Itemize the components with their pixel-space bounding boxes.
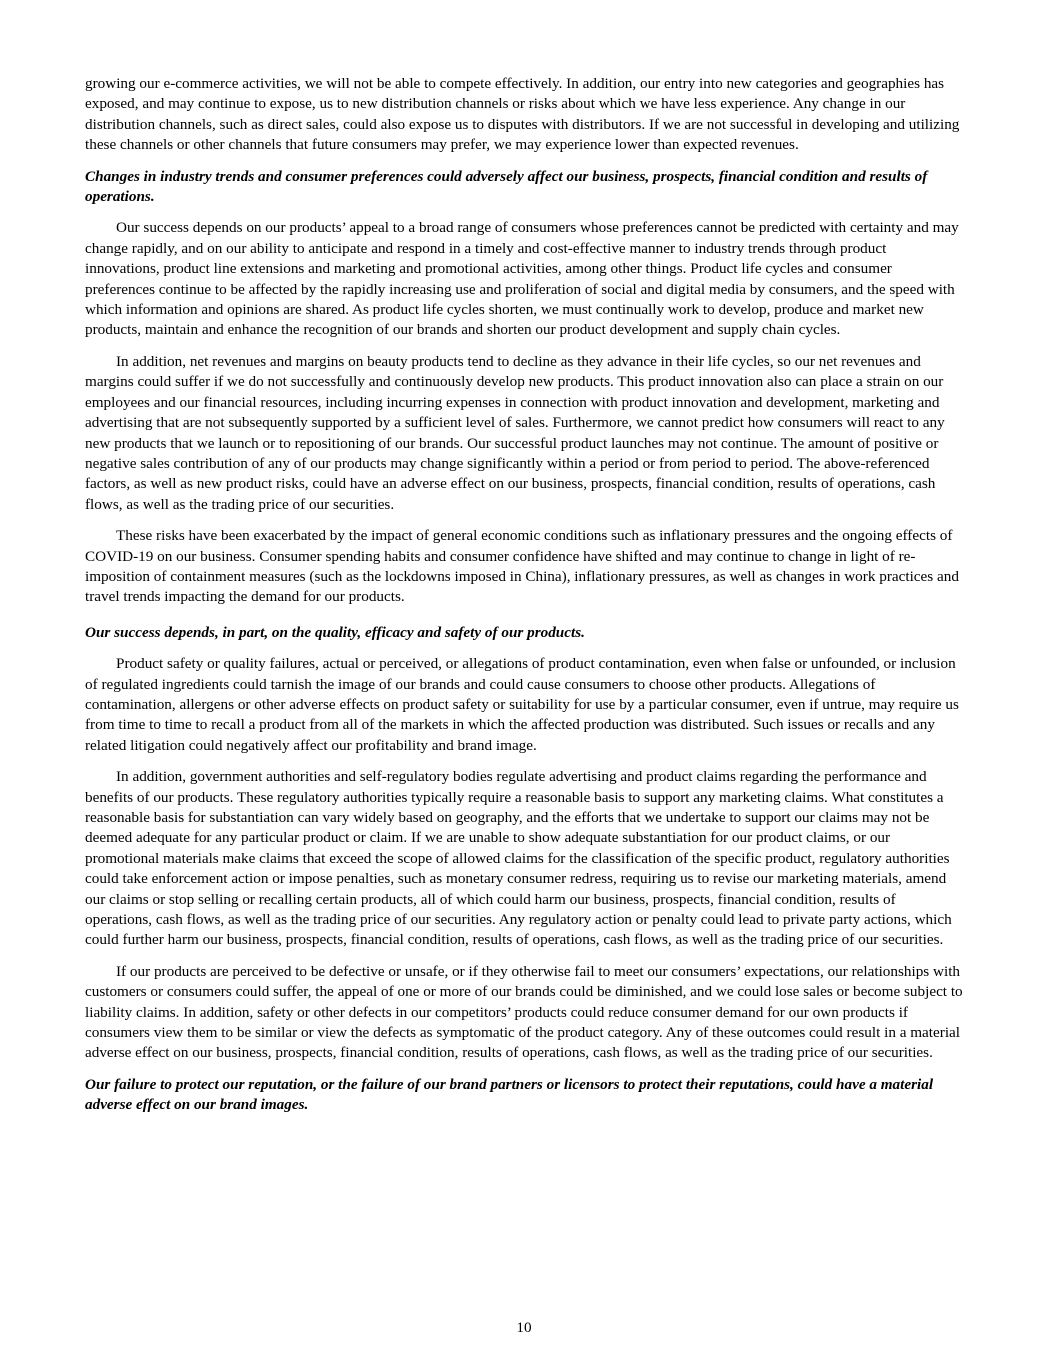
paragraph: If our products are perceived to be defective or unsafe, or if they otherwise fail to meet our consumers’ expectations, our relationships with customers or consumers could suffer, the appeal of one or more of our brands could be diminished, and we could lose sales or become subject to liability claims. In addition, safety or other defects in our competitors’ products could reduce consumer demand for our own products if consumers view them to be similar or view the defects as symptomatic of the product category. Any of these outcomes could result in a material adverse effect on our business, prospects, financial condition, results of operations, cash flows, as well as the trading price of our securities.: [85, 962, 963, 1062]
paragraph: In addition, net revenues and margins on beauty products tend to decline as they advance in their life cycles, so our net revenues and margins could suffer if we do not successfully and continuously develop new products. This product innovation also can place a strain on our employees and our financial resources, including incurring expenses in connection with product innovation and development, marketing and advertising that are not subsequently supported by a sufficient level of sales. Furthermore, we cannot predict how consumers will react to any new products that we launch or to repositioning of our brands. Our successful product launches may not continue. The amount of positive or negative sales contribution of any of our products may change significantly within a period or from period to period. The above-referenced factors, as well as new product risks, could have an adverse effect on our business, prospects, financial condition, results of operations, cash flows, as well as the trading price of our securities.: [85, 352, 945, 513]
section-heading-industry-trends: Changes in industry trends and consumer preferences could adversely affect our business, prospects, financial condition and results of operations.: [85, 167, 928, 206]
section-heading-product-quality: Our success depends, in part, on the quality, efficacy and safety of our products.: [85, 623, 585, 641]
paragraph-continued: growing our e-commerce activities, we will not be able to compete effectively. In addition, our entry into new categories and geographies has exposed, and may continue to expose, us to new distribution channels or risks about which we have less experience. Any change in our distribution channels, such as direct sales, could also expose us to disputes with distributors. If we are not successful in developing and utilizing these channels or other channels that future consumers may prefer, we may experience lower than expected revenues.: [85, 75, 960, 154]
paragraph: In addition, government authorities and self-regulatory bodies regulate advertising and product claims regarding the performance and benefits of our products. These regulatory authorities typically require a reasonable basis to support any marketing claims. What constitutes a reasonable basis for substantiation can vary widely based on geography, and the efforts that we undertake to support our claims may not be deemed adequate for any particular product or claim. If we are unable to show adequate substantiation for our product claims, or our promotional materials make claims that exceed the scope of allowed claims for the classification of the specific product, regulatory authorities could take enforcement action or impose penalties, such as monetary consumer redress, requiring us to revise our marketing materials, amend our claims or stop selling or recalling certain products, all of which could harm our business, prospects, financial condition, results of operations, cash flows, as well as the trading price of our securities. Any regulatory action or penalty could lead to private party actions, which could further harm our business, prospects, financial condition, results of operations, cash flows, as well as the trading price of our securities.: [85, 768, 952, 949]
paragraph: Our success depends on our products’ appeal to a broad range of consumers whose preferences cannot be predicted with certainty and may change rapidly, and on our ability to anticipate and respond in a timely and cost-effective manner to industry trends through product innovations, product line extensions and marketing and promotional activities, among other things. Product life cycles and consumer preferences continue to be affected by the rapidly increasing use and proliferation of social and digital media by consumers, and the speed with which information and opinions are shared. As product life cycles shorten, we must continually work to develop, produce and market new products, maintain and enhance the recognition of our brands and shorten our product development and supply chain cycles.: [85, 219, 959, 339]
paragraph: Product safety or quality failures, actual or perceived, or allegations of product contamination, even when false or unfounded, or inclusion of regulated ingredients could tarnish the image of our brands and could cause consumers to choose other products. Allegations of contamination, allergens or other adverse effects on product safety or suitability for use by a particular consumer, even if untrue, may require us from time to time to recall a product from all of the markets in which the affected production was distributed. Such issues or recalls and any related litigation could negatively affect our profitability and brand image.: [85, 655, 959, 754]
page-number: 10: [516, 1319, 532, 1336]
section-heading-reputation: Our failure to protect our reputation, or the failure of our brand partners or licensors to protect their reputations, could have a material adverse effect on our brand images.: [85, 1075, 934, 1114]
paragraph: These risks have been exacerbated by the impact of general economic conditions such as inflationary pressures and the ongoing effects of COVID-19 on our business. Consumer spending habits and consumer confidence have shifted and may continue to change in light of re-imposition of containment measures (such as the lockdowns imposed in China), inflationary pressures, as well as changes in work practices and travel trends impacting the demand for our products.: [85, 527, 959, 606]
document-page: [85, 74, 963, 1127]
